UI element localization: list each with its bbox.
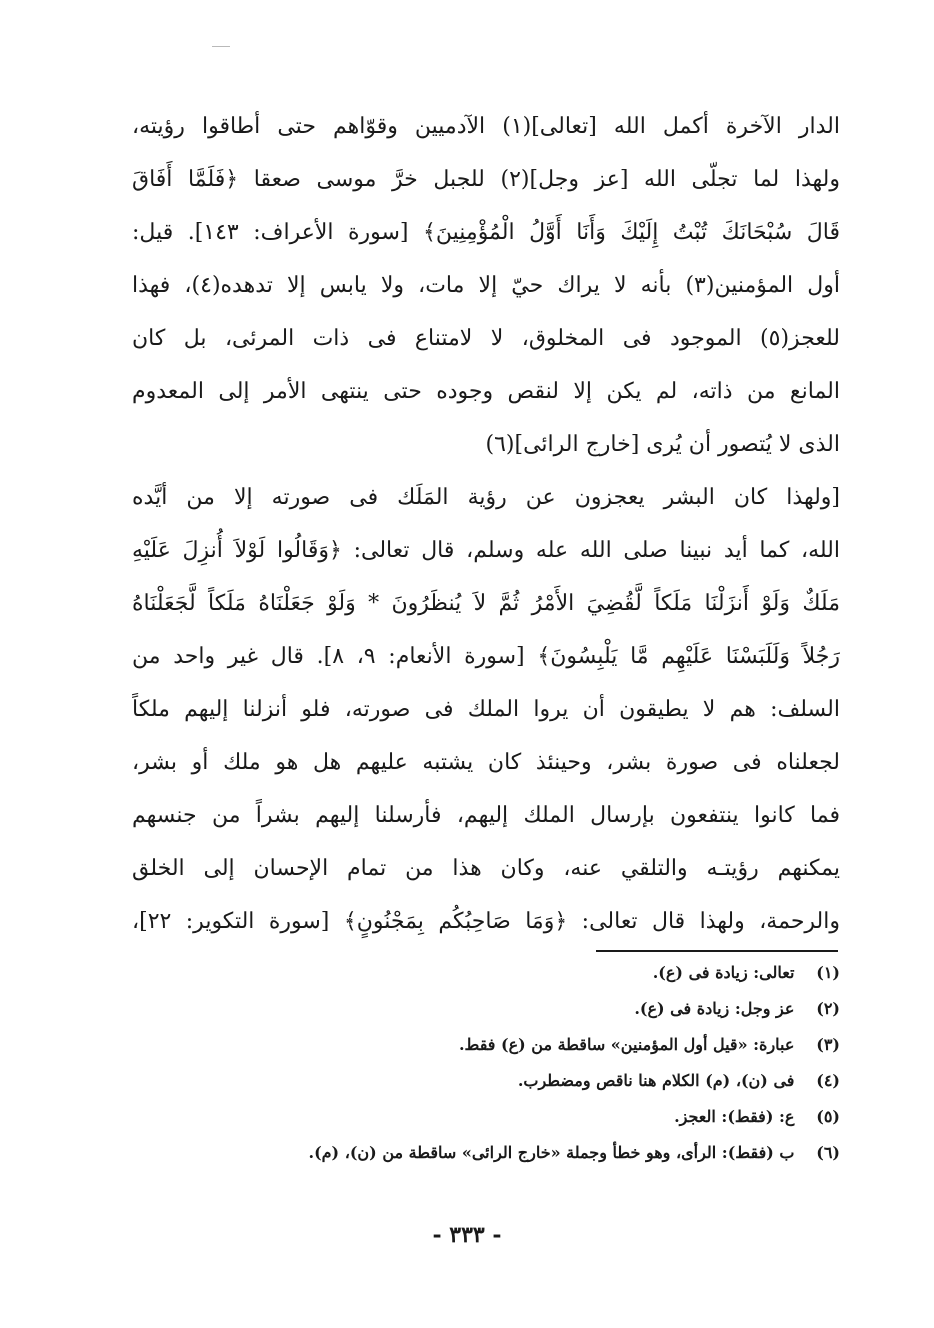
footnote-number: (٢) — [816, 999, 840, 1018]
footnote-text: ع: (فقط): العجز. — [674, 1107, 795, 1126]
main-text-block — [132, 100, 840, 948]
footnote — [200, 955, 840, 991]
footnote-separator — [596, 950, 838, 952]
footnote-number: (٦) — [816, 1143, 840, 1162]
text-line: السلف: هم لا يطيقون أن يروا الملك فى صورته، فلو أنزلنا إليهم ملكاً — [132, 697, 840, 722]
text-line: مَلَكٌ وَلَوْ أَنزَلْنَا مَلَكاً لَّقُضِيَ الأَمْرُ ثُمَّ لاَ يُنظَرُونَ * وَلَوْ جَعَلْنَاهُ مَلَكاً لَّجَعَلْنَاهُ — [132, 591, 840, 616]
footnote — [200, 1099, 840, 1135]
page-number: - ٣٣٣ - — [432, 1222, 502, 1248]
text-line: المانع من ذاته، لم يكن إلا لنقص وجوده حتى ينتهى الأمر إلى المعدوم — [132, 379, 840, 404]
text-line: رَجُلاً وَلَلَبَسْنَا عَلَيْهِم مَّا يَلْبِسُونَ﴾ [سورة الأنعام: ٩، ٨]. قال غير واحد من — [132, 644, 840, 669]
footnote — [200, 1027, 840, 1063]
footnote — [200, 991, 840, 1027]
text-line: والرحمة، ولهذا قال تعالى: ﴿وَمَا صَاحِبُكُم بِمَجْنُونٍ﴾ [سورة التكوير: ٢٢]، — [132, 909, 840, 934]
text-line: يمكنهم رؤيتـه والتلقي عنه، وكان هذا من تمام الإحسان إلى الخلق — [132, 856, 840, 881]
text-line: الذى لا يُتصور أن يُرى [خارج الرائى](٦) — [485, 432, 840, 457]
text-line: لجعلناه فى صورة بشر، وحينئذ كان يشتبه عليهم هل هو ملك أو بشر، — [132, 750, 840, 775]
text-line: فما كانوا ينتفعون بإرسال الملك إليهم، فأرسلنا إليهم بشراً من جنسهم — [132, 803, 840, 828]
footnote-number: (٥) — [816, 1107, 840, 1126]
footnote-text: عز وجل: زيادة فى (ع). — [634, 999, 795, 1018]
footnote-text: ب (فقط): الرأى، وهو خطأ وجملة «خارج الرائى» ساقطة من (ن)، (م). — [308, 1143, 795, 1162]
text-line: أول المؤمنين(٣) بأنه لا يراك حيّ إلا مات، ولا يابس إلا تدهده(٤)، فهذا — [132, 273, 840, 298]
footnote-number: (١) — [816, 963, 840, 982]
text-line: [ولهذا كان البشر يعجزون عن رؤية المَلَك فى صورته إلا من أيَّده — [132, 485, 840, 510]
scan-mark — [212, 46, 230, 47]
footnote-text: تعالى: زيادة فى (ع). — [652, 963, 795, 982]
footnote-number: (٣) — [816, 1035, 840, 1054]
footnote — [200, 1135, 840, 1171]
text-line: قَالَ سُبْحَانَكَ تُبْتُ إِلَيْكَ وَأَنَا أَوَّلُ الْمُؤْمِنِينَ﴾ [سورة الأعراف: ١٤٣]. قيل: — [132, 220, 840, 245]
footnote-text: فى (ن)، (م) الكلام هنا ناقص ومضطرب. — [517, 1071, 795, 1090]
text-line: للعجز(٥) الموجود فى المخلوق، لا لامتناع فى ذات المرئى، بل كان — [132, 326, 840, 351]
footnote-text: عبارة: «قيل أول المؤمنين» ساقطة من (ع) فقط. — [458, 1035, 795, 1054]
text-line: ولهذا لما تجلّى الله [عز وجل](٢) للجبل خرَّ موسى صعقا ﴿فَلَمَّا أَفَاقَ — [132, 167, 840, 192]
footnote — [200, 1063, 840, 1099]
text-line: الدار الآخرة أكمل الله [تعالى](١) الآدميين وقوّاهم حتى أطاقوا رؤيته، — [132, 114, 840, 139]
text-line: الله، كما أيد نبينا صلى الله عله وسلم، قال تعالى: ﴿وَقَالُوا لَوْلاَ أُنزِلَ عَلَيْهِ — [132, 538, 840, 563]
footnote-number: (٤) — [816, 1071, 840, 1090]
footnotes — [200, 955, 840, 1171]
